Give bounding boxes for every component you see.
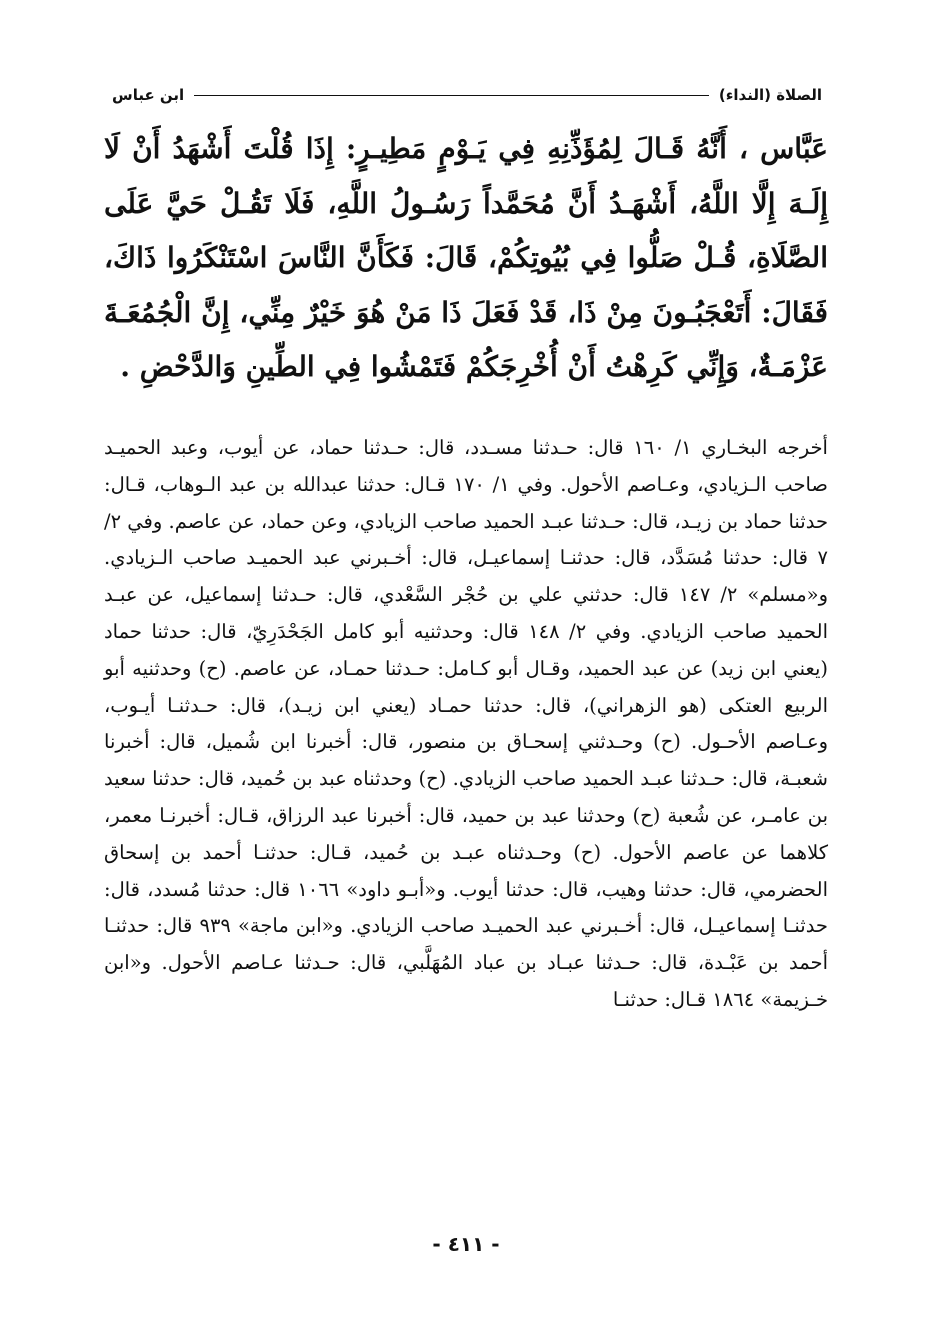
header-rule <box>194 95 709 96</box>
hadith-text-block <box>104 122 828 395</box>
hadith-text: عَبَّاس ، أَنَّهُ قَـالَ لِمُؤَذِّنِهِ فِي يَـوْمٍ مَطِيـرٍ: إِذَا قُلْتَ أَشْهَدُ أَنْ لَا إِلَـهَ إِلَّا اللَّهُ، أَشْهَـدُ أَنَّ مُحَمَّداً رَسُـولُ اللَّهِ، فَلَا تَقُـلْ حَيَّ عَلَى الصَّلَاةِ، قُـلْ صَلُّوا فِي بُيُوتِكُمْ، قَالَ: فَكَأَنَّ النَّاسَ اسْتَنْكَرُوا ذَاكَ، فَقَالَ: أَتَعْجَبُـونَ مِنْ ذَا، قَدْ فَعَلَ ذَا مَنْ هُوَ خَيْرٌ مِنِّي، إِنَّ الْجُمُعَـةَ عَزْمَـةٌ، وَإِنِّي كَرِهْتُ أَنْ أُخْرِجَكُمْ فَتَمْشُوا فِي الطِّينِ وَالدَّحْضِ . <box>104 132 828 383</box>
takhrij-text: أخرجه البخـاري ١/ ١٦٠ قال: حـدثنا مسـدد، قال: حـدثنا حماد، عن أيوب، وعبد الحميـد صاحب الـزيادي، وعـاصم الأحول. وفي ١/ ١٧٠ قـال: حدثنا عبدالله بن عبد الـوهاب، قـال: حدثنا حماد بن زيـد، قال: حـدثنا عبـد الحميد صاحب الزيادي، وعن حماد، عن عاصم. وفي ٢/ ٧ قال: حدثنا مُسَدَّد، قال: حدثنـا إسماعيـل، قال: أخـبرني عبد الحميـد صاحب الـزيادي. و«مسلم» ٢/ ١٤٧ قال: حدثني علي بن حُجْر السَّعْدي، قال: حـدثنا إسماعيل، عن عبـد الحميد صاحب الزيادي. وفي ٢/ ١٤٨ قال: وحدثنيه أبو كامل الجَحْدَرِيّ، قال: حدثنا حماد (يعني ابن زيد) عن عبد الحميد، وقـال أبو كـامل: حـدثنا حمـاد، عن عاصم. (ح) وحدثنيه أبو الربيع العتكى (هو الزهراني)، قال: حدثنا حمـاد (يعني ابن زيـد)، قال: حـدثنـا أيـوب، وعـاصم الأحـول. (ح) وحـدثني إسحـاق بن منصور، قال: أخبرنا ابن شُميل، قال: أخبرنا شعبـة، قال: حـدثنا عبـد الحميد صاحب الزيادي. (ح) وحدثناه عبد بن حُميد، قال: حدثنا سعيد بن عامـر، عن شُعبة (ح) وحدثنا عبد بن حميد، قال: أخبرنا عبد الرزاق، قـال: أخبرنـا معمر، كلاهما عن عاصم الأحول. (ح) وحـدثناه عبـد بن حُميد، قـال: حدثنـا أحمد بن إسحاق الحضرمي، قال: حدثنا وهيب، قال: حدثنا أيوب. و«أبـو داود» ١٠٦٦ قال: حدثنا مُسدد، قال: حدثنـا إسماعيـل، قال: أخـبرني عبد الحميـد صاحب الزيادي. و«ابن ماجة» ٩٣٩ قال: حدثنـا أحمد بن عَبْـدة، قال: حـدثنا عبـاد بن عباد المُهَلَّبي، قال: حـدثنا عـاصم الأحول. و«ابن خـزيمة» ١٨٦٤ قـال: حدثنـا <box>104 436 828 1011</box>
page-number: - ٤١١ - <box>432 1232 500 1256</box>
running-header <box>112 86 822 104</box>
chapter-title: الصلاة (النداء) <box>718 86 822 104</box>
narrator-name: ابن عباس <box>112 86 185 104</box>
takhrij-block <box>104 430 828 1019</box>
